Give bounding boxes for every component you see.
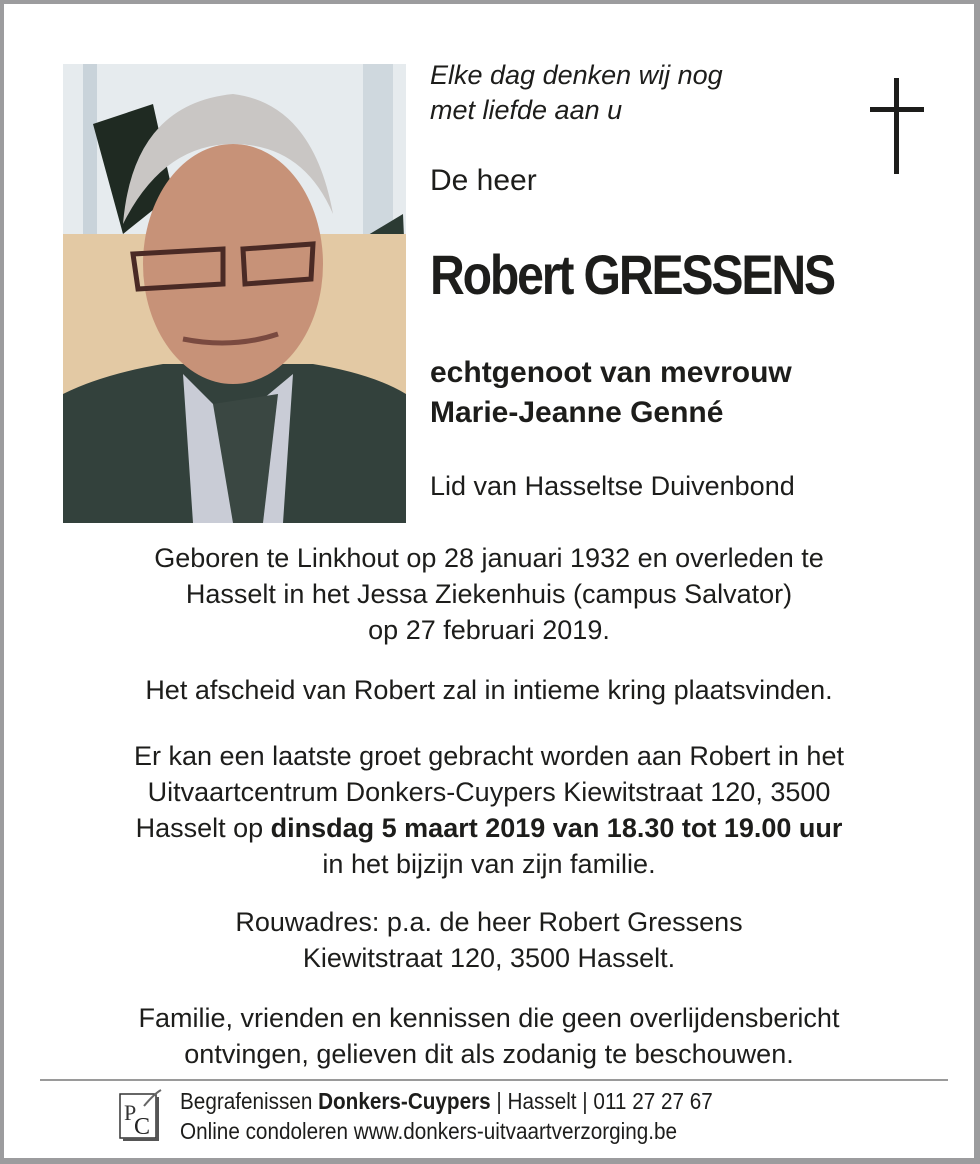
motto-line: met liefde aan u xyxy=(430,95,623,125)
text-line: ontvingen, gelieven dit als zodanig te beschouwen. xyxy=(184,1039,794,1069)
text-line: Hasselt in het Jessa Ziekenhuis (campus Salvator) xyxy=(185,579,793,609)
text-line: Uitvaartcentrum Donkers-Cuypers Kiewitstraat 120, 3500 xyxy=(147,777,831,807)
motto-line: Elke dag denken wij nog xyxy=(430,60,723,90)
svg-text:P: P xyxy=(124,1100,137,1125)
memorial-motto xyxy=(430,58,723,128)
text-line: Geboren te Linkhout op 28 januari 1932 en overleden te xyxy=(154,543,824,573)
text-line: Rouwadres: p.a. de heer Robert Gressens xyxy=(235,907,743,937)
text-line: Kiewitstraat 120, 3500 Hasselt. xyxy=(302,943,676,973)
portrait-photo xyxy=(63,64,406,523)
company-name: Donkers-Cuypers xyxy=(318,1088,491,1114)
spouse-name: Marie-Jeanne Genné xyxy=(430,396,724,429)
svg-text:C: C xyxy=(134,1114,151,1140)
honorific: De heer xyxy=(430,164,537,197)
visitation-datetime: dinsdag 5 maart 2019 van 18.30 tot 19.00 uur xyxy=(270,813,843,843)
birth-death-info xyxy=(34,540,944,648)
text-line: Familie, vrienden en kennissen die geen overlijdensbericht xyxy=(138,1003,840,1033)
text-line xyxy=(34,810,944,846)
visitation-info xyxy=(34,738,944,882)
farewell-info: Het afscheid van Robert zal in intieme kring plaatsvinden. xyxy=(145,675,833,705)
cross-icon xyxy=(870,78,924,174)
text-segment: Hasselt op xyxy=(135,813,271,843)
text-line xyxy=(180,1086,713,1116)
spouse-info xyxy=(430,353,792,433)
text-line: in het bijzijn van zijn familie. xyxy=(322,849,656,879)
text-line: Er kan een laatste groet gebracht worden aan Robert in het xyxy=(134,741,844,771)
funeral-home-info xyxy=(180,1086,713,1146)
contact-phone: | Hasselt | 011 27 27 67 xyxy=(490,1088,713,1114)
mourning-address xyxy=(34,904,944,976)
deceased-name: Robert GRESSENS xyxy=(430,243,834,306)
funeral-home-logo-icon xyxy=(116,1088,162,1143)
website-link[interactable]: www.donkers-uitvaartverzorging.be xyxy=(353,1118,678,1144)
text-line: op 27 februari 2019. xyxy=(368,615,610,645)
spouse-relation: echtgenoot van mevrouw xyxy=(430,356,792,389)
notice xyxy=(34,1000,944,1072)
divider xyxy=(40,1079,948,1081)
obituary-page xyxy=(4,4,974,1158)
text-segment: Begrafenissen xyxy=(180,1088,319,1114)
text-segment: Online condoleren xyxy=(180,1118,354,1144)
text-line xyxy=(180,1116,713,1146)
membership: Lid van Hasseltse Duivenbond xyxy=(430,471,795,501)
